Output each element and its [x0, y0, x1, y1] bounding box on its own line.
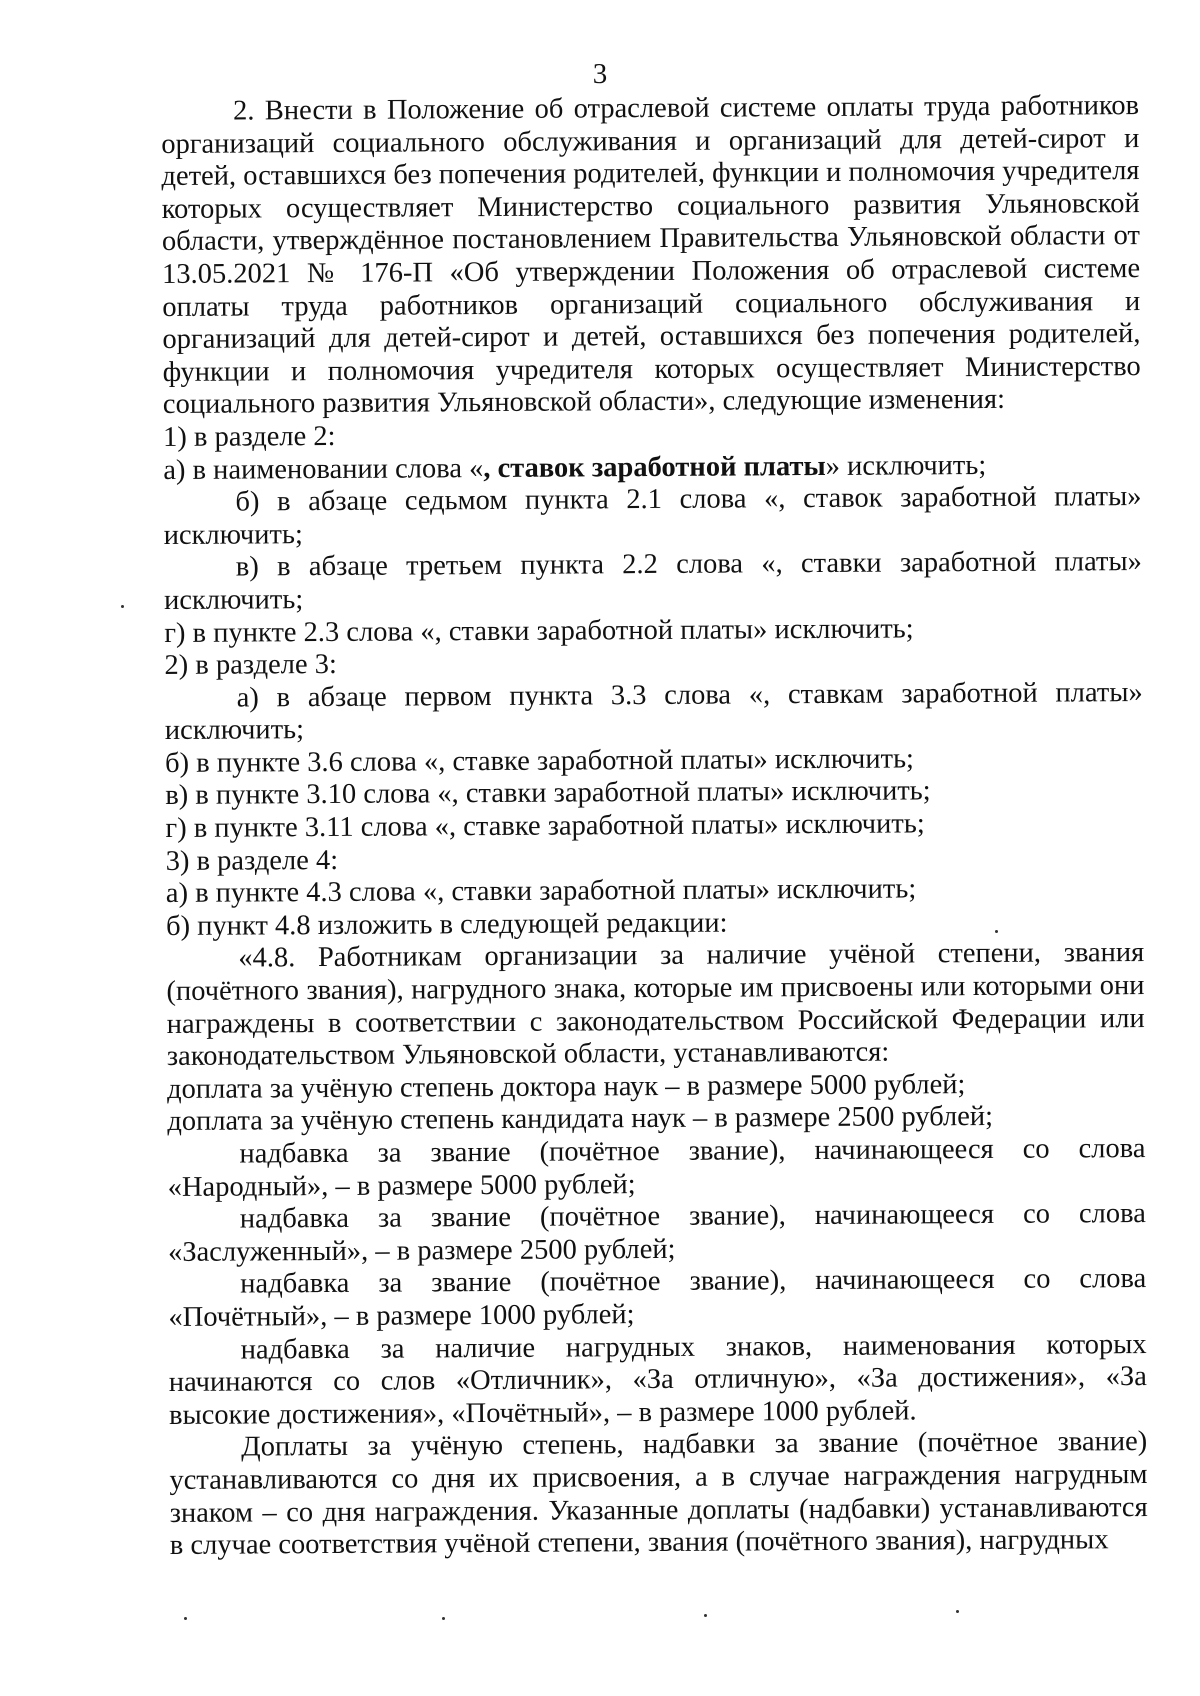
paragraph-2a-text-end: » исключить; [825, 449, 987, 482]
paragraph-4a: а) в пункте 4.3 слова «, ставки заработной платы» исключить; [165, 873, 917, 910]
paragraph-3d: г) в пункте 3.11 слова «, ставке заработной платы» исключить; [165, 808, 925, 845]
scan-speck [995, 930, 998, 933]
paragraph-narodny-bonus: надбавка за звание (почётное звание), начинающееся со слова «Народный», – в размере 5000 рублей; [167, 1133, 1146, 1203]
paragraph-2d: г) в пункте 2.3 слова «, ставки заработной платы» исключить; [164, 612, 914, 649]
paragraph-3b: б) в пункте 3.6 слова «, ставке заработной платы» исключить; [164, 743, 915, 779]
paragraph-pochetny-bonus: надбавка за звание (почётное звание), начинающееся со слова «Почётный», – в размере 1000 рублей; [168, 1263, 1147, 1333]
paragraph-4b: б) пункт 4.8 изложить в следующей редакции: [165, 907, 728, 942]
paragraph-section-4: 3) в разделе 4: [165, 844, 339, 877]
scan-speck [704, 1614, 707, 1617]
page-number: 3 [592, 58, 608, 90]
scan-speck [184, 1617, 187, 1620]
paragraph-section-3: 2) в разделе 3: [164, 649, 337, 682]
paragraph-zasluzhenny-bonus: надбавка за звание (почётное звание), начинающееся со слова «Заслуженный», – в размере 2500 рублей; [167, 1198, 1146, 1268]
document-body [161, 90, 1148, 1563]
scan-speck [121, 605, 124, 608]
scan-speck [956, 1610, 959, 1613]
paragraph-amendment-intro: 2. Внести в Положение об отраслевой системе оплаты труда работников организаций социального обслуживания и организаций для детей-сирот и детей, оставшихся без попечения родителей, функции и полномочия учредителя которых осуществляет Министерство социального развития Ульяновской области, утверждённое постановлением Правительства Ульяновской области от 13.05.2021 № 176-П «Об утверждении Положения об отраслевой системе оплаты труда работников организаций социального обслуживания и организаций для детей-сирот и детей, оставшихся без попечения родителей, функции и полномочия учредителя которых осуществляет Министерство социального развития Ульяновской области», следующие изменения: [161, 90, 1141, 421]
paragraph-section-2: 1) в разделе 2: [162, 420, 336, 453]
paragraph-2a-bold-phrase: , ставок заработной платы [483, 450, 826, 484]
paragraph-2b: б) в абзаце седьмом пункта 2.1 слова «, ставок заработной платы» исключить; [163, 481, 1142, 551]
paragraph-2c: в) в абзаце третьем пункта 2.2 слова «, ставки заработной платы» исключить; [163, 546, 1142, 616]
paragraph-badges-bonus: надбавка за наличие нагрудных знаков, наименования которых начинаются со слов «Отличник», «За отличную», «За достижения», «За высокие достижения», «Почётный», – в размере 1000 рублей. [168, 1328, 1147, 1431]
paragraph-candidate-bonus: доплата за учёную степень кандидата наук – в размере 2500 рублей; [167, 1101, 994, 1138]
scan-speck [442, 1617, 445, 1620]
paragraph-payment-conditions: Доплаты за учёную степень, надбавки за звание (почётное звание) устанавливаются со дня их присвоения, а в случае награждения нагрудным знаком – со дня награждения. Указанные доплаты (надбавки) устанавливаются в случае соответствия учёной степени, звания (почётного звания), нагрудных [169, 1426, 1148, 1562]
paragraph-3c: в) в пункте 3.10 слова «, ставки заработной платы» исключить; [165, 775, 931, 812]
paragraph-3a: а) в абзаце первом пункта 3.3 слова «, ставкам заработной платы» исключить; [164, 676, 1143, 747]
paragraph-2a-text-start: а) в наименовании слова « [163, 452, 484, 486]
paragraph-4-8: «4.8. Работникам организации за наличие учёной степени, звания (почётного звания), нагрудного знака, которые им присвоены или которыми они награждены в соответствии с законодательством Российской Федерации или законодательством Ульяновской области, устанавливаются: [166, 937, 1145, 1073]
paragraph-doctor-bonus: доплата за учёную степень доктора наук – в размере 5000 рублей; [166, 1068, 966, 1105]
